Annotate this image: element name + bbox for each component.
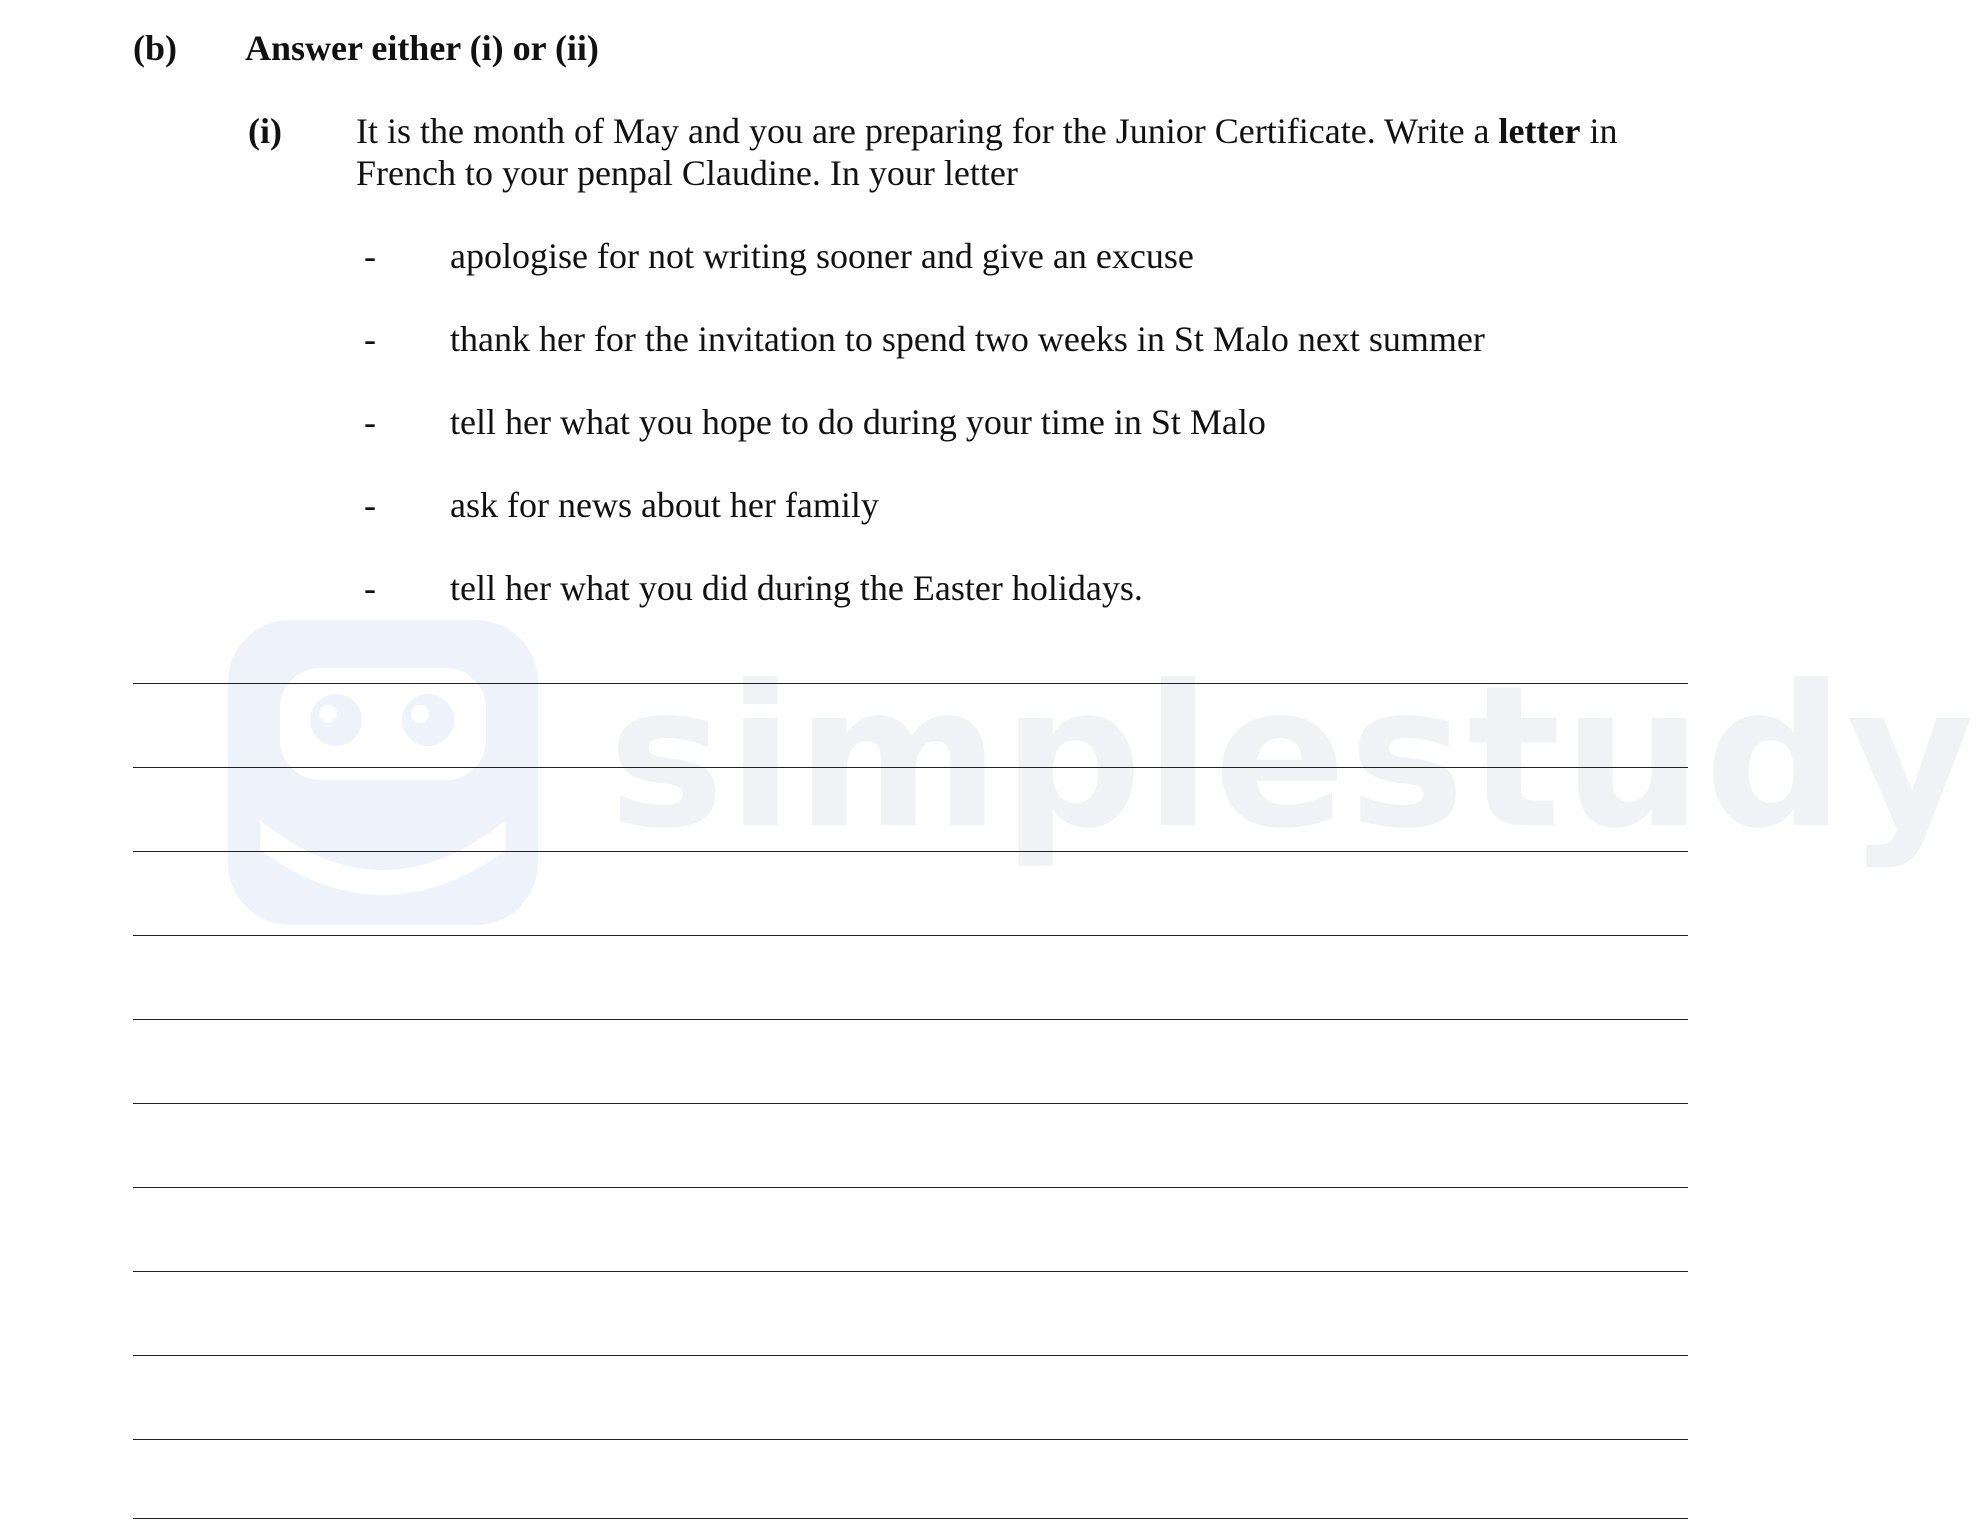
task-dash: - [364,485,376,525]
task-dash: - [364,319,376,359]
answer-line[interactable] [133,1187,1688,1188]
subquestion-intro [356,110,1696,194]
intro-text-before: It is the month of May and you are preparing for the Junior Certificate. Write a [356,111,1499,151]
answer-line[interactable] [133,851,1688,852]
task-text: apologise for not writing sooner and give an excuse [450,236,1194,276]
watermark [228,620,1976,930]
answer-line[interactable] [133,935,1688,936]
answer-line[interactable] [133,1355,1688,1356]
answer-line[interactable] [133,1271,1688,1272]
task-text: thank her for the invitation to spend two weeks in St Malo next summer [450,319,1485,359]
answer-line[interactable] [133,1518,1688,1519]
subquestion-label: (i) [248,111,282,151]
intro-text-bold: letter [1498,111,1581,151]
owl-face-icon [228,620,538,925]
answer-line[interactable] [133,683,1688,684]
question-instruction: Answer either (i) or (ii) [245,28,599,68]
task-text: tell her what you did during the Easter holidays. [450,568,1143,608]
answer-line[interactable] [133,1019,1688,1020]
answer-line[interactable] [133,1439,1688,1440]
task-dash: - [364,568,376,608]
task-dash: - [364,236,376,276]
task-dash: - [364,402,376,442]
task-text: ask for news about her family [450,485,879,525]
answer-line[interactable] [133,767,1688,768]
watermark-text: simplestudy [608,644,1976,872]
question-label: (b) [133,28,177,68]
intro-text-after: in French to your penpal Claudine. In your letter [356,111,1618,193]
task-text: tell her what you hope to do during your time in St Malo [450,402,1266,442]
answer-line[interactable] [133,1103,1688,1104]
